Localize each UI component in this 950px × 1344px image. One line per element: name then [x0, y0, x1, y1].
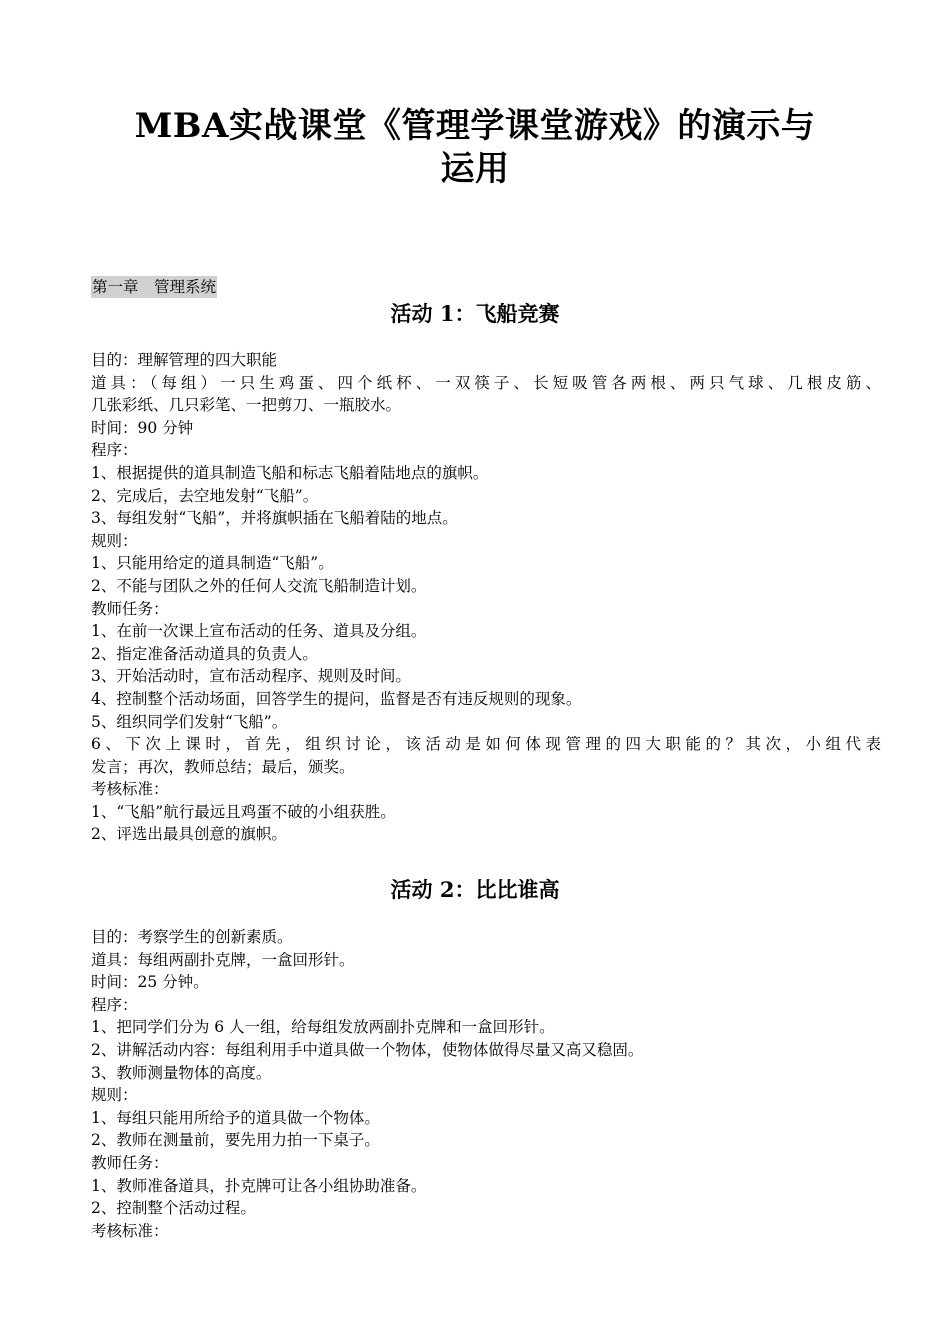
activity2-line: 规则： — [91, 1086, 138, 1105]
activity2-line: 教师任务： — [91, 1153, 169, 1172]
activity2-line: 道具：每组两副扑克牌，一盒回形针。 — [91, 950, 355, 969]
activity1-line: 2、评选出最具创意的旗帜。 — [91, 825, 287, 844]
activity1-line: 道具：（每组）一只生鸡蛋、四个纸杯、一双筷子、长短吸管各两根、两只气球、几根皮筋、 — [91, 373, 881, 392]
chapter-heading: 第一章 管理系统 — [92, 278, 217, 296]
activity2-line: 2、讲解活动内容：每组利用手中道具做一个物体，使物体做得尽量又高又稳固。 — [91, 1040, 644, 1059]
activity1-line: 时间：90 分钟 — [91, 418, 194, 437]
activity2-line: 1、把同学们分为 6 人一组，给每组发放两副扑克牌和一盒回形针。 — [91, 1018, 555, 1037]
activity2-line: 1、每组只能用所给予的道具做一个物体。 — [91, 1108, 380, 1127]
activity1-line: 3、开始活动时，宣布活动程序、规则及时间。 — [91, 667, 411, 686]
activity2-line: 3、教师测量物体的高度。 — [91, 1063, 272, 1082]
activity1-line: 几张彩纸、几只彩笔、一把剪刀、一瓶胶水。 — [91, 396, 402, 415]
activity1-line: 4、控制整个活动场面，回答学生的提问，监督是否有违反规则的现象。 — [91, 689, 582, 708]
activity1-line: 教师任务： — [91, 599, 169, 618]
activity-2-heading: 活动 2：比比谁高 — [390, 877, 560, 902]
activity-1-body — [91, 349, 881, 846]
activity2-line: 2、控制整个活动过程。 — [91, 1199, 256, 1218]
activity-1-heading: 活动 1：飞船竞赛 — [390, 301, 560, 326]
activity1-line: 6、下次上课时，首先，组织讨论，该活动是如何体现管理的四大职能的？其次，小组代表 — [91, 735, 881, 754]
activity1-line: 规则： — [91, 531, 138, 550]
document-title-line-2: 运用 — [440, 149, 510, 189]
document-title-line-1: MBA实战课堂《管理学课堂游戏》的演示与 — [134, 106, 816, 146]
activity1-line: 5、组织同学们发射“飞船”。 — [91, 712, 288, 731]
activity1-line: 1、“飞船”航行最远且鸡蛋不破的小组获胜。 — [91, 802, 396, 821]
activity1-line: 2、指定准备活动道具的负责人。 — [91, 644, 318, 663]
activity1-line: 2、不能与团队之外的任何人交流飞船制造计划。 — [91, 576, 427, 595]
activity1-line: 1、在前一次课上宣布活动的任务、道具及分组。 — [91, 622, 427, 641]
activity-2-body — [91, 926, 881, 1242]
activity2-line: 程序： — [91, 995, 138, 1014]
activity1-line: 考核标准： — [91, 780, 169, 799]
activity2-line: 2、教师在测量前，要先用力拍一下桌子。 — [91, 1131, 380, 1150]
activity1-line: 3、每组发射“飞船”，并将旗帜插在飞船着陆的地点。 — [91, 509, 458, 528]
activity1-line: 1、只能用给定的道具制造“飞船”。 — [91, 554, 334, 573]
activity1-line: 发言；再次，教师总结；最后，颁奖。 — [91, 757, 355, 776]
activity2-line: 1、教师准备道具，扑克牌可让各小组协助准备。 — [91, 1176, 427, 1195]
activity1-line: 2、完成后，去空地发射“飞船”。 — [91, 486, 319, 505]
activity1-line: 目的：理解管理的四大职能 — [91, 351, 278, 369]
activity1-line: 1、根据提供的道具制造飞船和标志飞船着陆地点的旗帜。 — [91, 463, 489, 482]
activity2-line: 时间：25 分钟。 — [91, 973, 209, 992]
activity1-line: 程序： — [91, 441, 138, 460]
activity2-line: 目的：考察学生的创新素质。 — [91, 928, 293, 946]
activity2-line: 考核标准： — [91, 1221, 169, 1240]
